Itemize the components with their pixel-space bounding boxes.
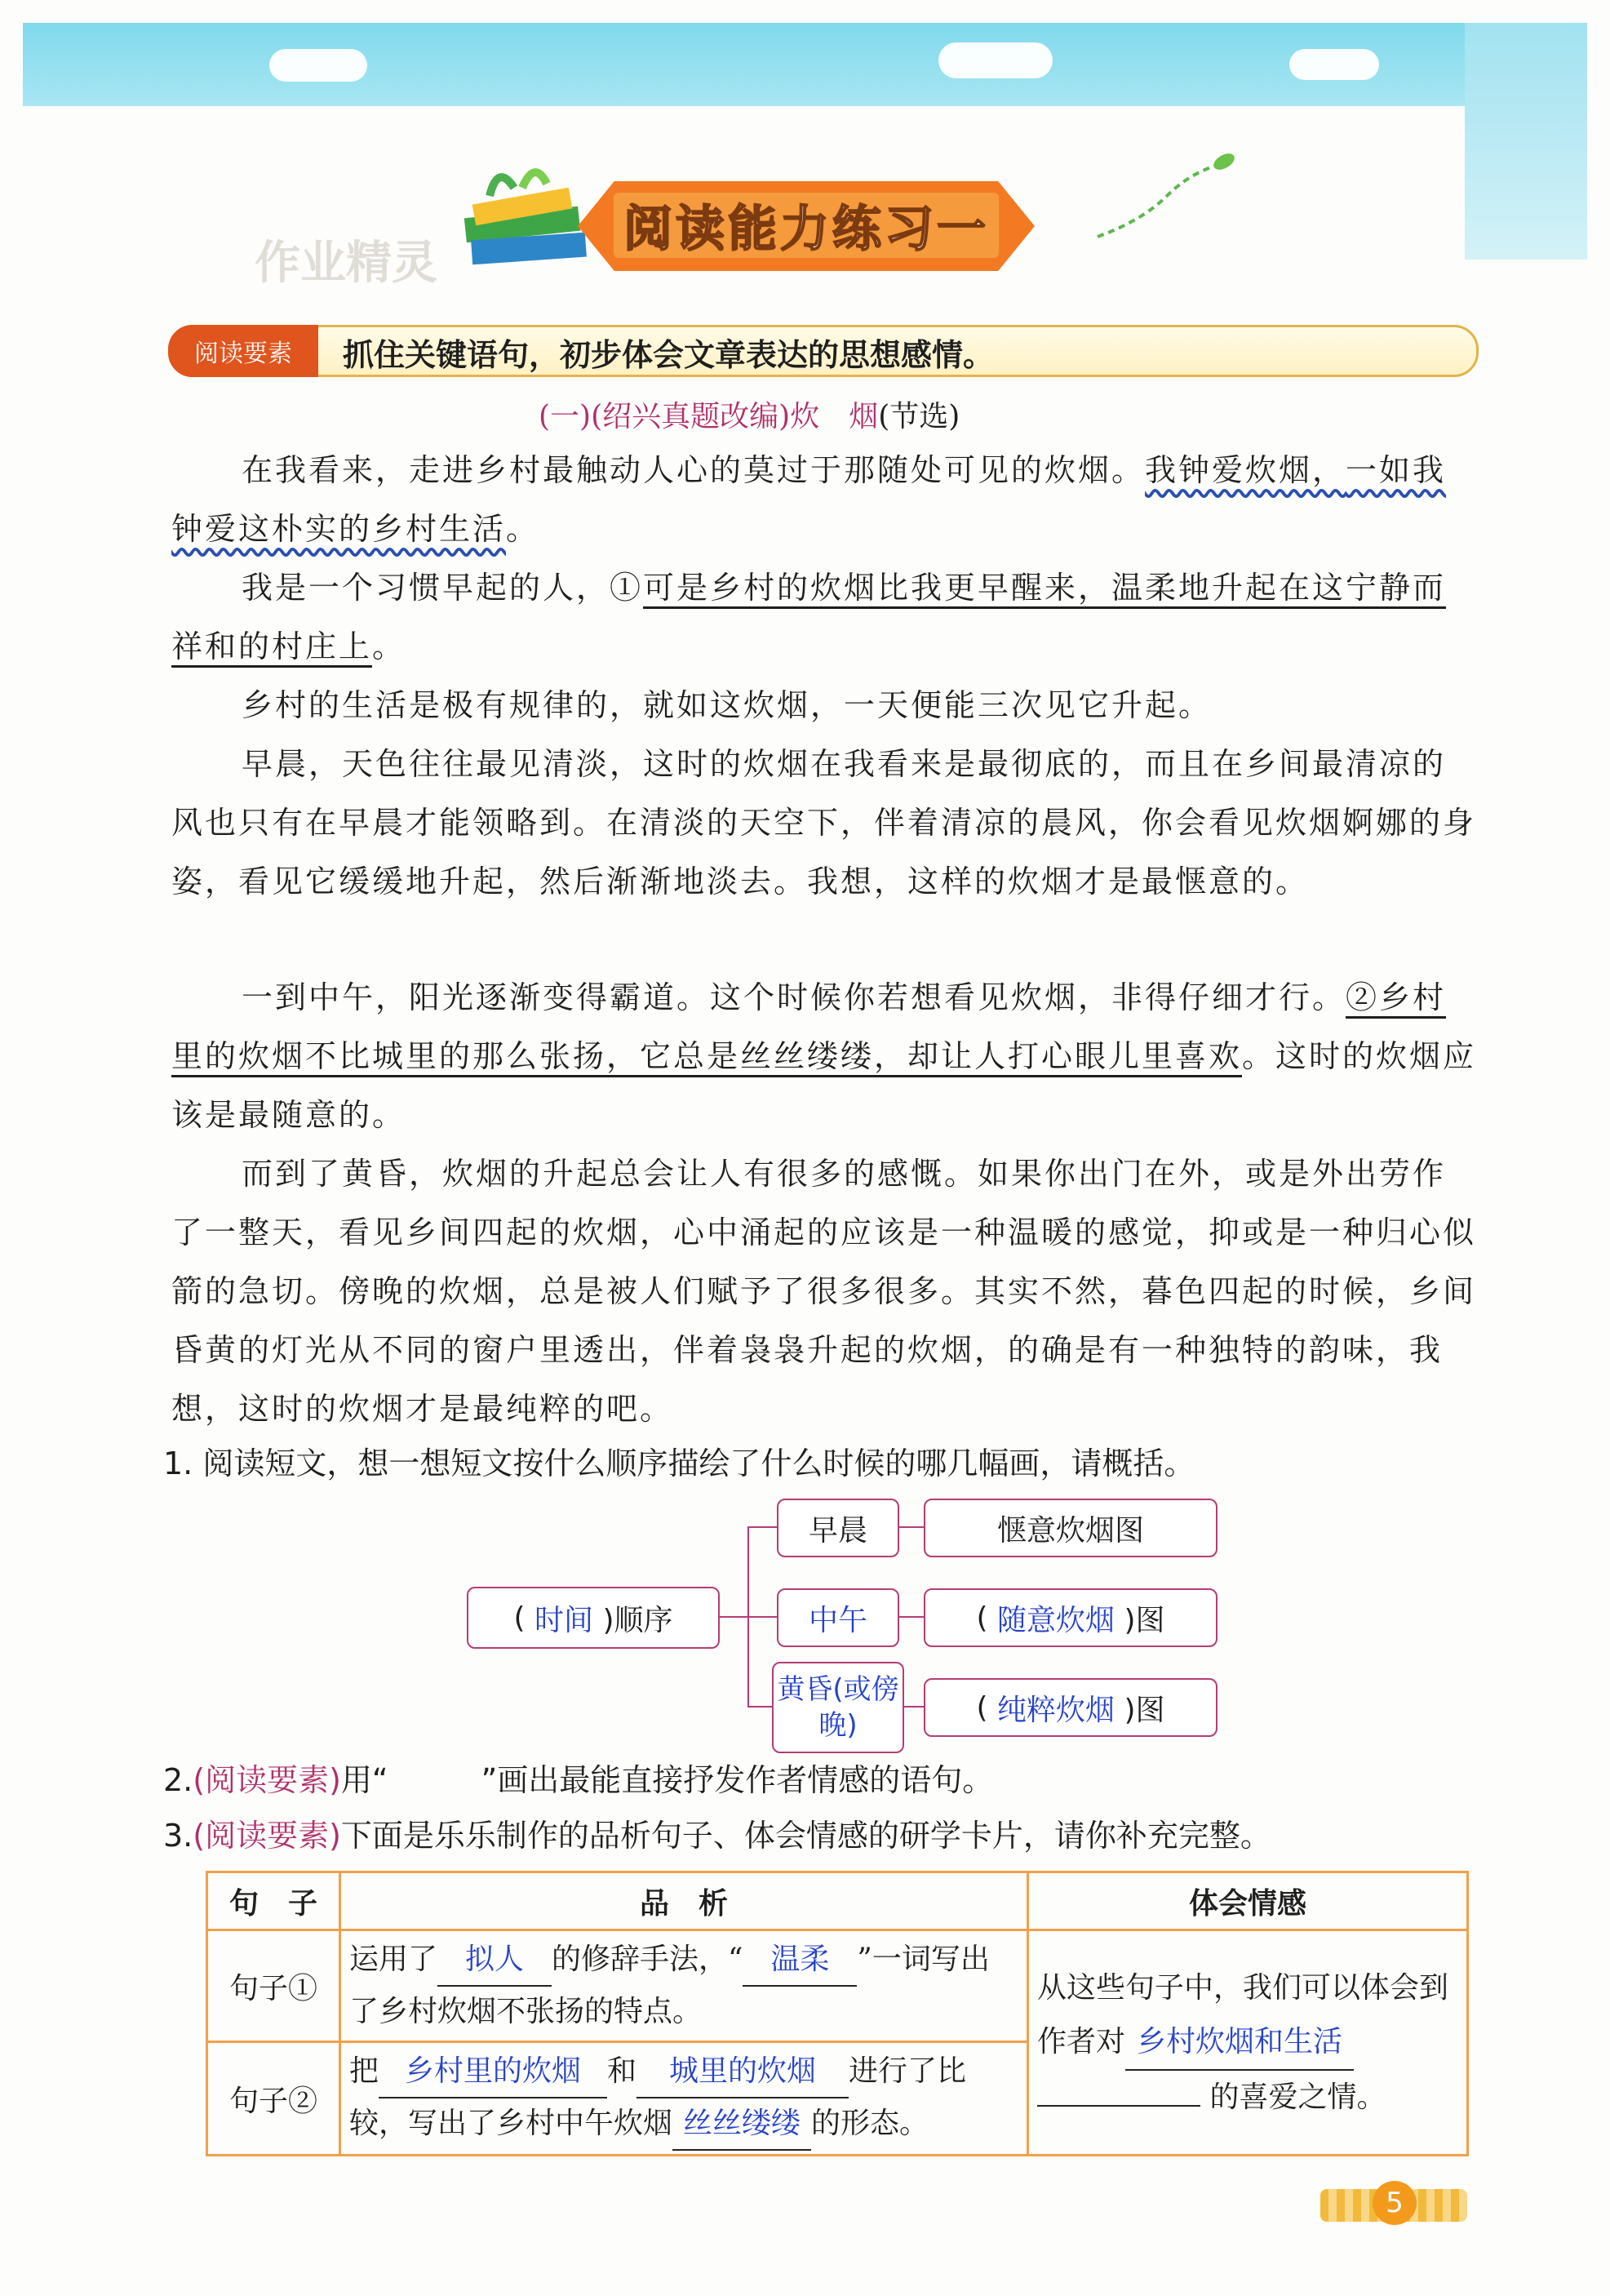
heading-number: (一) [539,400,592,433]
q3-text: 下面是乐乐制作的品析句子、体会情感的研学卡片，请你补充完整。 [340,1818,1271,1854]
page-number: 5 [1373,2181,1417,2225]
connector [747,1616,777,1618]
cloud-icon [1289,49,1379,80]
feeling-answer: 乡村炊烟和生活 [1125,2015,1354,2071]
pic3-suffix: )图 [1124,1693,1165,1727]
p1-end: 。 [506,511,540,547]
order-paren: ( [513,1601,526,1635]
page-title: 阅读能力练习一 [623,201,989,258]
row2-text-c: 进行了比较，写出了乡村中午炊烟 [349,2054,967,2140]
p2-end: 。 [372,628,406,664]
pic3-paren: ( [976,1690,988,1725]
title-box [614,193,999,258]
row2-text-a: 把 [349,2054,379,2088]
row2-analysis [340,2042,1028,2156]
heading-title: 炊 烟 [790,400,879,433]
row1-answer-2: 温柔 [743,1934,857,1987]
q3-tag: (阅读要素) [193,1818,341,1854]
book-icon [457,163,596,286]
feeling-cell [1028,1930,1468,2156]
q3-number: 3. [163,1818,193,1854]
order-suffix: )顺序 [602,1603,673,1637]
connector [896,1526,924,1528]
picture-box-evening [924,1678,1217,1737]
row2-label: 句子② [207,2042,340,2156]
analysis-table [206,1871,1469,2156]
p5-underlined: ②乡村里的炊烟不比城里的那么张扬，它总是丝丝缕缕，却让人打心眼儿里喜欢 [171,979,1447,1074]
heading-source: (绍兴真题改编) [591,400,791,433]
sky-banner-right [1465,23,1587,260]
vine-icon [1093,147,1240,245]
row1-answer-1: 拟人 [437,1934,552,1987]
p1-wavy-1: 我钟爱炊烟， [1145,452,1346,488]
picture-box-morning: 惬意炊烟图 [924,1499,1217,1557]
row2-answer-2: 城里的炊烟 [636,2046,849,2098]
paragraph-6: 而到了黄昏，炊烟的升起总会让人有很多的感慨。如果你出门在外，或是外出劳作了一整天，看见乡间四起的炊烟，心中涌起的应该是一种温暖的感觉，抑或是一种归心似箭的急切。傍晚的炊烟，总是被人们赋予了很多很多。其实不然，暮色四起的时候，乡间昏黄的灯光从不同的窗户里透出，伴着袅袅升起的炊烟，的确是有一种独特的韵味，我想，这时的炊烟才是最纯粹的吧。 [171,1156,1477,1427]
paragraph-5 [171,968,1477,1144]
q2-tag: (阅读要素) [193,1762,341,1798]
connector [718,1616,747,1618]
p1-wavy-2: 一如我钟爱这朴实的乡村生活 [171,452,1447,547]
row2-text-b: 和 [607,2054,637,2088]
paragraph-4: 早晨，天色往往最见清淡，这时的炊烟在我看来是最彻底的，而且在乡间最清凉的风也只有在早晨才能领略到。在清淡的天空下，伴着清凉的晨风，你会看见炊烟婀娜的身姿，看见它缓缓地升起，然后渐渐地淡去。我想，这样的炊烟才是最惬意的。 [171,746,1477,899]
pic2-suffix: )图 [1124,1603,1165,1637]
header-sentence: 句 子 [207,1872,340,1930]
cloud-icon [269,49,367,82]
p5-end: 。这时的炊烟应该是最随意的。 [171,1038,1477,1133]
row2-text-d: 的形态。 [811,2107,929,2140]
time-box-noon: 中午 [777,1588,899,1647]
table-header-row [207,1872,1468,1930]
time-box-morning: 早晨 [777,1499,899,1557]
p1-text: 在我看来，走进乡村最触动人心的莫过于那随处可见的炊烟。 [242,452,1146,488]
feeling-blank [1037,2105,1200,2107]
order-box [467,1587,720,1649]
question-1: 1. 阅读短文，想一想短文按什么顺序描绘了什么时候的哪几幅画，请概括。 [163,1446,1195,1481]
q2-text: 用“ ”画出最能直接抒发作者情感的语句。 [340,1762,994,1798]
pic2-answer: 随意炊烟 [996,1603,1115,1637]
feeling-text-a: 从这些句子中，我们可以体会到作者对 [1037,1970,1449,2058]
paragraph-1 [171,441,1477,558]
question-2 [163,1755,993,1800]
requirement-tag: 阅读要素 [168,325,318,377]
row2-answer-3: 丝丝缕缕 [672,2098,811,2151]
picture-box-noon [924,1588,1217,1647]
table-row [207,1930,1468,2042]
paragraph-3: 乡村的生活是极有规律的，就如这炊烟，一天便能三次见它升起。 [242,687,1213,723]
pic2-paren: ( [976,1601,988,1635]
row1-text-c: ”一词写出了乡村炊烟不张扬的特点。 [349,1943,990,2028]
q2-number: 2. [163,1762,193,1798]
time-box-evening: 黄昏(或傍晚) [772,1662,904,1753]
passage-heading [539,393,960,435]
row2-answer-1: 乡村里的炊烟 [379,2046,607,2098]
row1-text-b: 的修辞手法，“ [552,1943,743,1976]
row1-text-a: 运用了 [349,1943,438,1976]
row1-label: 句子① [207,1930,340,2042]
feeling-text-b: 的喜爱之情。 [1209,2080,1386,2114]
question-3 [163,1810,1271,1855]
requirement-text: 抓住关键语句，初步体会文章表达的思想感情。 [343,337,995,373]
order-answer: 时间 [534,1603,593,1637]
connector [747,1526,777,1528]
header-analysis: 品 析 [340,1872,1028,1930]
heading-note: (节选) [878,400,960,433]
paragraph-2 [171,558,1477,676]
row1-analysis [340,1930,1028,2042]
pic3-answer: 纯粹炊烟 [996,1693,1115,1727]
cloud-icon [938,42,1053,78]
p5-text: 一到中午，阳光逐渐变得霸道。这个时候你若想看见炊烟，非得仔细才行。 [242,979,1346,1015]
p2-text: 我是一个习惯早起的人，① [242,570,644,606]
p2-underlined: 可是乡村的炊烟比我更早醒来，温柔地升起在这宁静而祥和的村庄上 [171,570,1447,664]
header-feeling: 体会情感 [1028,1872,1468,1930]
watermark: 作业精灵 [255,237,437,290]
connector [896,1616,924,1618]
